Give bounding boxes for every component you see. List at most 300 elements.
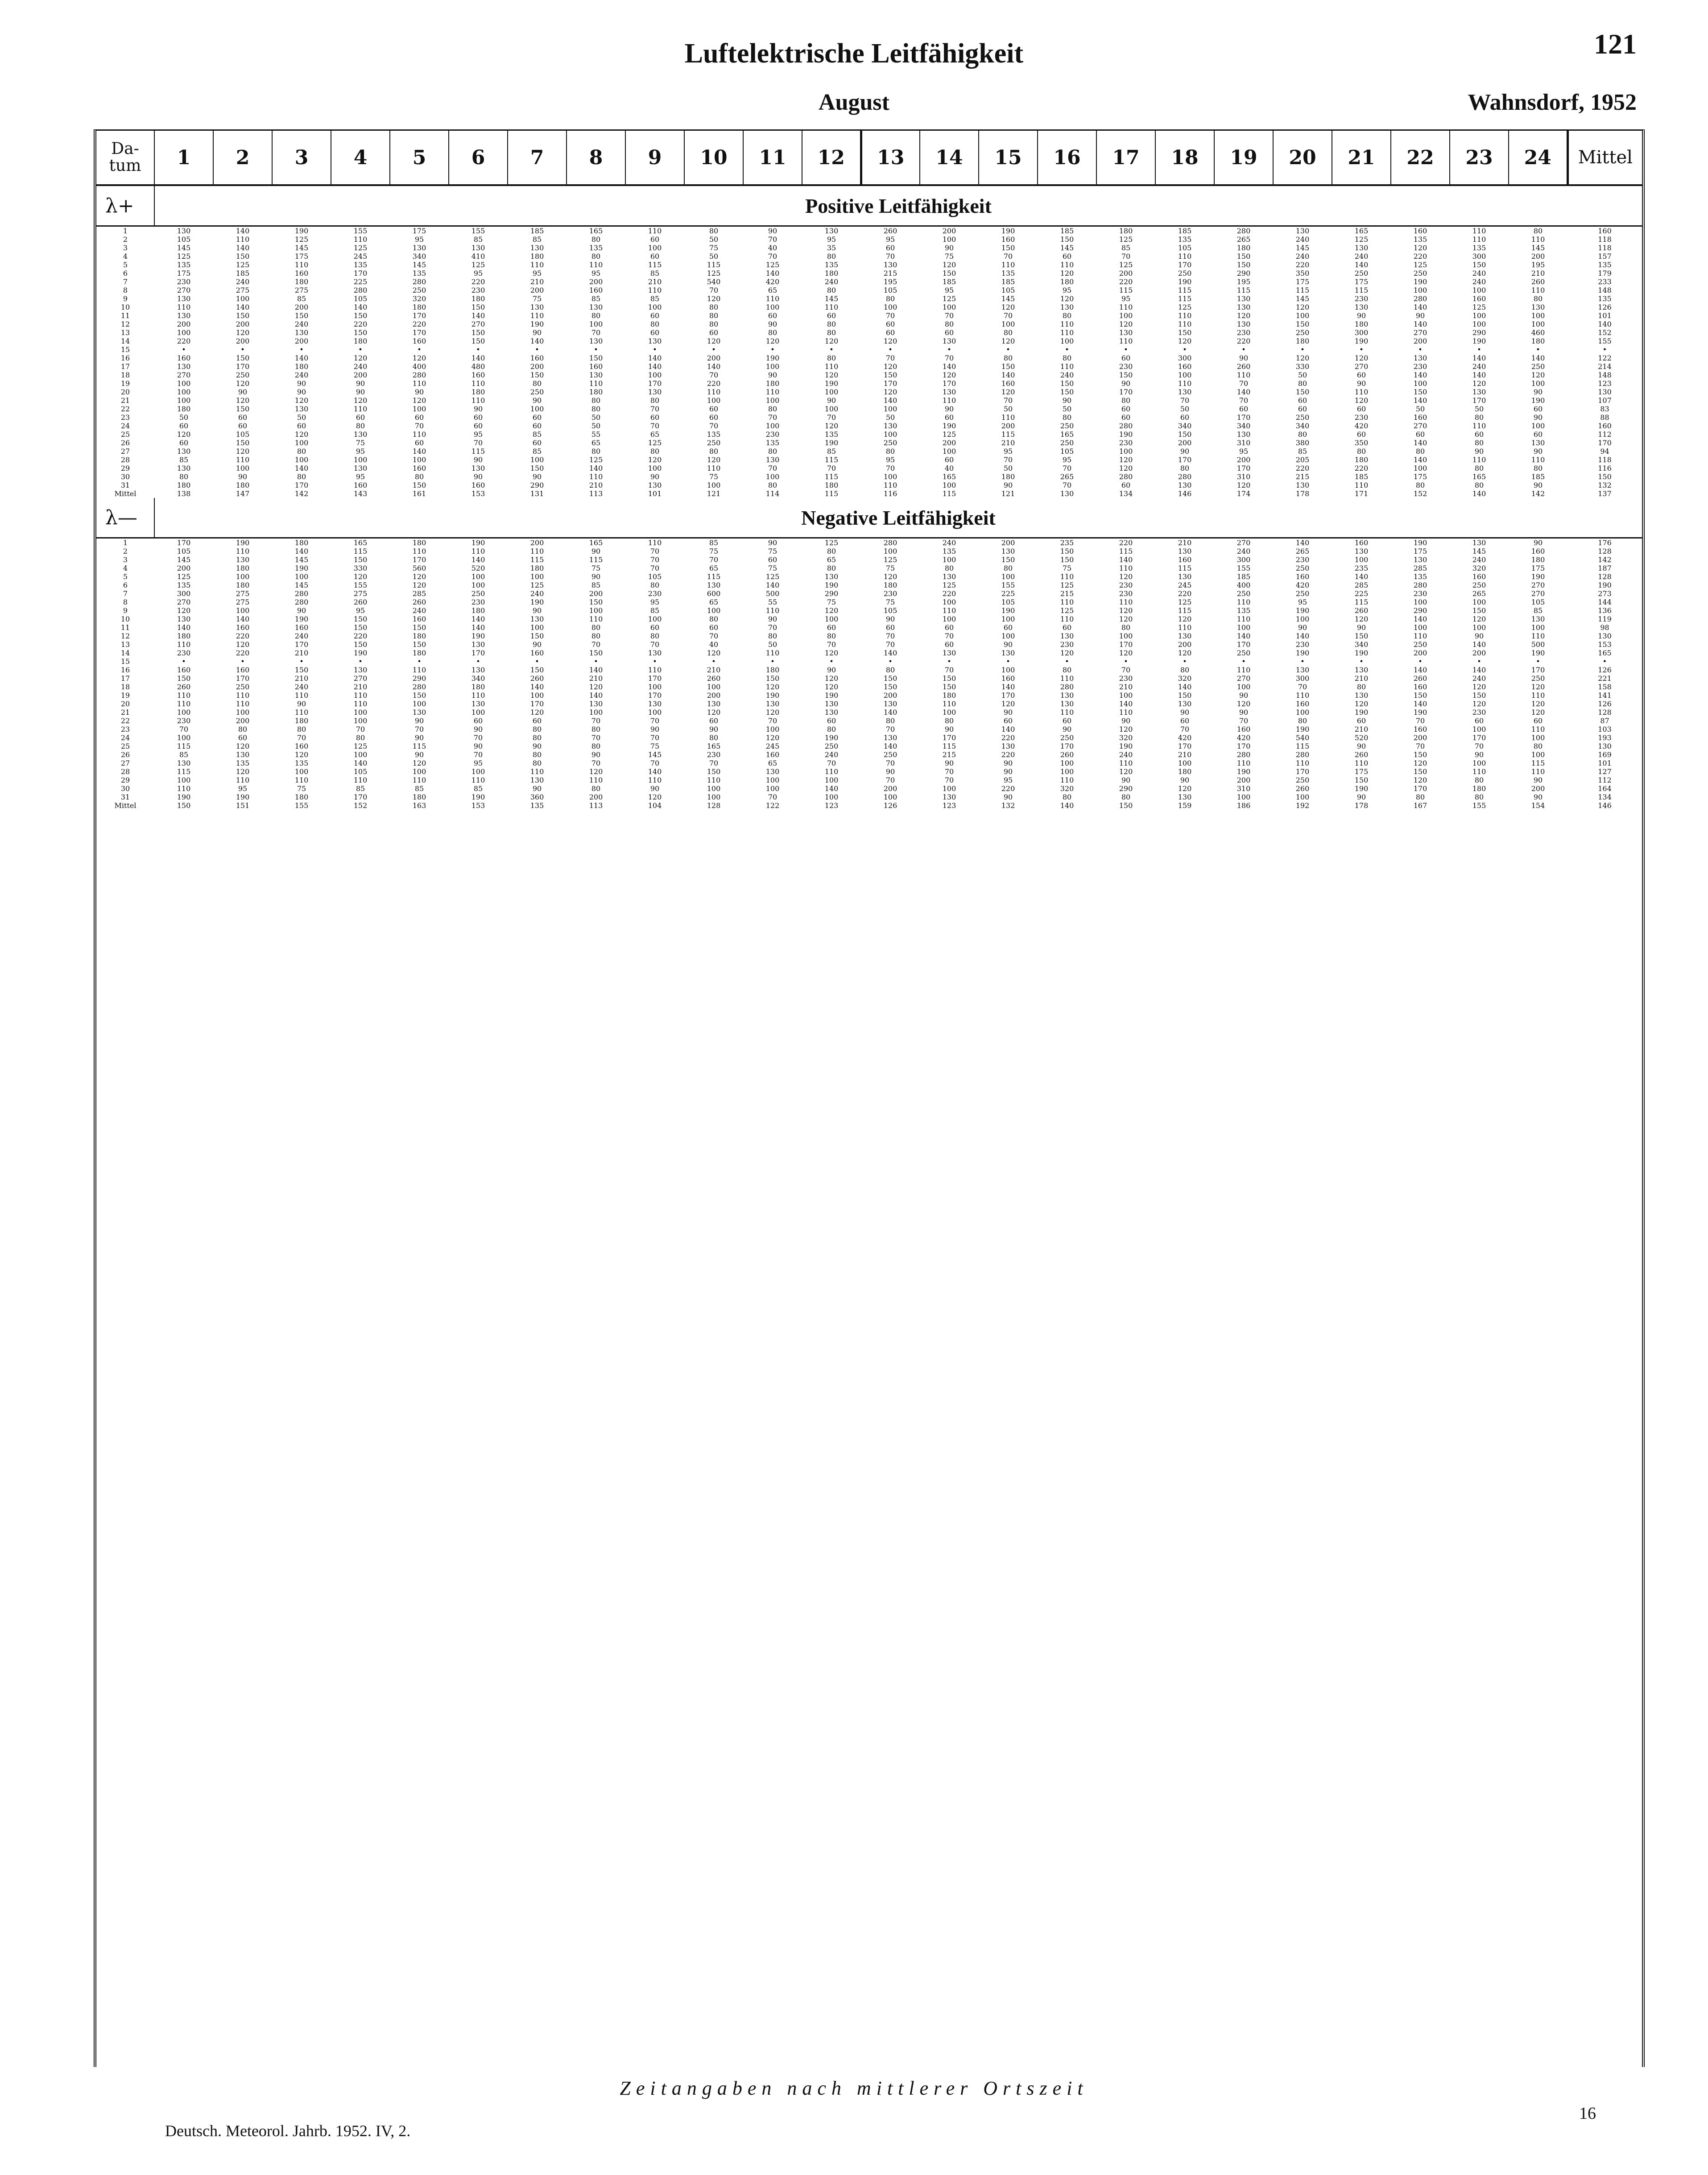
table-cell: 115 [1354,598,1369,606]
table-cell: 340 [412,252,426,261]
table-cell: 60 [414,439,424,447]
table-row [96,311,1642,320]
table-cell: 130 [648,481,662,489]
table-cell: 130 [353,430,368,439]
table-cell: 200 [1413,337,1427,345]
table-cell: 110 [294,708,309,717]
table-cell: 110 [765,388,780,396]
table-cell: 180 [1178,767,1192,776]
table-cell: 220 [1001,750,1015,759]
table-cell: 130 [177,464,191,472]
table-cell: 80 [768,447,777,456]
table-row [96,759,1642,767]
table-cell: 60 [885,320,895,328]
table-cell: • [888,657,893,666]
table-cell: 175 [1354,767,1369,776]
table-cell: 110 [530,261,544,269]
table-cell: 80 [297,725,306,733]
table-cell: 100 [648,708,662,717]
table-cell: 70 [885,725,895,733]
table-cell: 140 [1001,683,1015,691]
table-cell: 70 [650,733,660,742]
table-cell: 270 [471,320,485,328]
table-cell: 190 [1119,742,1133,750]
table-cell: • [829,345,834,354]
row-mean: 128 [1598,547,1612,555]
table-cell: 110 [1119,337,1133,345]
table-cell: 90 [944,244,954,252]
table-cell: 60 [532,439,542,447]
table-cell: 75 [944,252,954,261]
table-cell: 250 [1413,640,1427,649]
table-cell: 40 [709,640,719,649]
table-cell: 100 [942,784,956,793]
table-cell: 175 [1413,472,1427,481]
table-cell: 180 [1119,227,1133,235]
table-cell: 70 [885,632,895,640]
table-cell: 410 [471,252,485,261]
table-cell: 110 [707,776,721,784]
section-title: Positive Leitfähigkeit [154,185,1642,226]
table-cell: • [1418,345,1423,354]
table-cell: 105 [177,235,191,244]
row-mean: 130 [1598,632,1612,640]
table-cell: 80 [414,472,424,481]
table-cell: 190 [177,793,191,801]
hourly-mean: 161 [412,489,426,498]
table-cell: 160 [589,362,603,371]
table-cell: 170 [648,379,662,388]
table-cell: 110 [412,776,426,784]
table-cell: 100 [1295,311,1310,320]
table-cell: 100 [177,379,191,388]
table-cell: 120 [1001,700,1015,708]
table-cell: 155 [1001,581,1015,589]
table-cell: 110 [1472,456,1486,464]
table-cell: 190 [1354,784,1369,793]
table-cell: 100 [1472,598,1486,606]
table-cell: 150 [1001,362,1015,371]
row-date: 19 [120,379,130,388]
table-cell: 80 [591,396,601,405]
table-cell: 90 [1533,793,1543,801]
hourly-mean: 121 [1001,489,1015,498]
table-cell: 80 [532,733,542,742]
table-cell: 180 [353,337,368,345]
table-cell: 245 [1178,581,1192,589]
table-cell: 105 [236,430,250,439]
header-hour: 14 [920,131,979,185]
row-date: 14 [120,337,130,345]
table-cell: 200 [177,320,191,328]
table-cell: 140 [294,464,309,472]
table-cell: • [1241,657,1246,666]
table-cell: 90 [591,750,601,759]
table-cell: 220 [236,649,250,657]
table-cell: 75 [650,742,660,750]
table-cell: 125 [294,235,309,244]
table-cell: 140 [648,362,662,371]
table-cell: 180 [412,649,426,657]
table-cell: 175 [1295,278,1310,286]
header-hour: 24 [1509,131,1567,185]
table-cell: 75 [356,439,365,447]
table-cell: 110 [1178,252,1192,261]
table-cell: 70 [709,371,719,379]
table-row [96,405,1642,413]
table-cell: 140 [589,691,603,700]
table-cell: 90 [709,725,719,733]
table-cell: 130 [883,733,897,742]
table-cell: 220 [1354,464,1369,472]
table-cell: 160 [236,623,250,632]
table-cell: 200 [1001,539,1015,547]
row-mean: 101 [1598,311,1612,320]
table-cell: 130 [1354,666,1369,674]
row-date: 10 [120,303,130,311]
table-cell: 150 [236,252,250,261]
table-cell: 60 [1062,623,1072,632]
hourly-mean: 178 [1354,801,1369,810]
table-cell: 125 [1119,261,1133,269]
table-cell: 60 [238,422,248,430]
table-cell: 100 [824,388,839,396]
hourly-mean: 147 [236,489,250,498]
table-cell: 85 [591,581,601,589]
table-cell: 70 [1239,396,1249,405]
table-cell: 250 [471,589,485,598]
table-cell: • [770,345,775,354]
row-mean: 152 [1598,328,1612,337]
table-cell: 100 [1472,320,1486,328]
table-cell: 120 [707,337,721,345]
table-cell: 90 [414,717,424,725]
table-cell: 140 [1295,632,1310,640]
table-cell: 200 [1178,439,1192,447]
table-cell: 100 [177,328,191,337]
table-cell: 210 [648,278,662,286]
table-cell: 80 [827,286,836,294]
table-cell: 60 [944,328,954,337]
table-cell: 190 [1178,278,1192,286]
table-row [96,657,1642,666]
table-cell: 130 [589,371,603,379]
table-cell: 80 [591,623,601,632]
row-mean: 118 [1598,456,1612,464]
table-cell: 200 [1001,422,1015,430]
row-mean: 103 [1598,725,1612,733]
row-mean: 142 [1598,555,1612,564]
table-cell: 70 [1062,464,1072,472]
header-hour: 10 [684,131,743,185]
table-cell: 100 [942,303,956,311]
table-cell: 110 [1060,362,1074,371]
table-cell: 130 [177,759,191,767]
table-cell: 60 [1415,430,1425,439]
table-cell: 110 [471,691,485,700]
row-mean: • [1602,345,1607,354]
table-cell: 130 [589,337,603,345]
table-cell: 60 [885,244,895,252]
table-cell: 110 [1531,286,1545,294]
table-cell: 120 [883,362,897,371]
table-cell: 60 [1180,413,1190,422]
row-mean: 221 [1598,674,1612,683]
table-cell: 120 [707,708,721,717]
table-cell: 100 [412,700,426,708]
table-cell: 140 [471,555,485,564]
table-cell: 90 [1121,717,1131,725]
table-cell: 130 [1295,666,1310,674]
table-cell: 160 [1472,572,1486,581]
table-cell: 190 [824,581,839,589]
table-cell: 140 [648,354,662,362]
table-cell: 60 [1298,396,1307,405]
table-cell: 80 [1474,464,1484,472]
table-cell: 50 [591,422,601,430]
table-cell: 80 [1474,481,1484,489]
table-cell: 100 [942,615,956,623]
table-cell: 125 [353,742,368,750]
table-cell: • [1300,345,1305,354]
table-cell: 60 [179,439,189,447]
table-cell: 85 [473,784,483,793]
table-cell: 150 [353,615,368,623]
table-cell: • [1477,345,1481,354]
table-cell: 60 [1003,717,1013,725]
table-cell: 70 [650,717,660,725]
table-cell: 100 [1413,286,1427,294]
table-cell: 250 [1531,674,1545,683]
table-cell: 75 [591,564,601,572]
table-cell: 75 [885,598,895,606]
table-cell: 60 [709,623,719,632]
table-cell: 150 [353,640,368,649]
hourly-mean: 115 [824,489,839,498]
table-cell: 125 [1472,303,1486,311]
table-cell: 130 [1237,303,1251,311]
table-cell: 300 [1237,555,1251,564]
table-cell: 60 [473,413,483,422]
table-cell: 225 [353,278,368,286]
row-mean: 140 [1598,320,1612,328]
table-cell: 190 [1295,649,1310,657]
row-date: 6 [123,581,128,589]
table-cell: 190 [1295,606,1310,615]
table-cell: 135 [707,430,721,439]
table-cell: 220 [1237,337,1251,345]
table-cell: 75 [768,564,777,572]
table-cell: 90 [1180,447,1190,456]
table-cell: 105 [883,606,897,615]
table-cell: 90 [1298,623,1307,632]
table-cell: 60 [1239,405,1249,413]
table-cell: 130 [942,337,956,345]
row-date: 17 [120,362,130,371]
table-cell: 100 [1295,708,1310,717]
row-mean: 273 [1598,589,1612,598]
hourly-mean: 155 [294,801,309,810]
table-cell: 210 [530,278,544,286]
table-cell: 105 [1001,598,1015,606]
table-cell: 80 [768,405,777,413]
table-cell: 220 [1001,733,1015,742]
row-date: 21 [120,708,130,717]
table-cell: 260 [1295,784,1310,793]
table-cell: 140 [471,311,485,320]
table-cell: 110 [471,379,485,388]
table-cell: 180 [236,581,250,589]
table-cell: 165 [1060,430,1074,439]
table-cell: 130 [1531,439,1545,447]
table-cell: 160 [1413,413,1427,422]
row-date: 19 [120,691,130,700]
table-cell: 70 [709,759,719,767]
table-cell: 125 [1178,303,1192,311]
table-cell: 95 [885,235,895,244]
table-cell: 85 [1298,447,1307,456]
table-cell: 120 [1413,759,1427,767]
table-cell: 90 [473,472,483,481]
row-date: 25 [120,430,130,439]
table-cell: 100 [707,396,721,405]
row-date: 24 [120,422,130,430]
table-cell: 95 [1062,456,1072,464]
table-cell: 290 [530,481,544,489]
table-cell: 120 [177,606,191,615]
table-cell: 130 [1060,632,1074,640]
table-cell: 165 [942,472,956,481]
table-cell: 180 [177,405,191,413]
table-cell: 80 [768,481,777,489]
header-hour: 16 [1038,131,1096,185]
table-cell: 160 [1413,683,1427,691]
table-cell: 150 [1178,691,1192,700]
hourly-mean: 113 [589,801,603,810]
table-cell: 130 [1354,244,1369,252]
table-cell: 135 [1413,235,1427,244]
table-cell: 260 [1354,750,1369,759]
table-cell: 180 [471,683,485,691]
table-cell: 130 [1119,328,1133,337]
row-date: 11 [120,311,130,320]
table-cell: 230 [765,430,780,439]
table-cell: 90 [473,456,483,464]
table-row [96,261,1642,269]
table-cell: 240 [942,539,956,547]
table-cell: 110 [294,691,309,700]
table-cell: 90 [650,725,660,733]
table-cell: 100 [942,598,956,606]
table-cell: 35 [827,244,836,252]
table-cell: 130 [1001,547,1015,555]
table-cell: 120 [1531,371,1545,379]
table-cell: 170 [412,555,426,564]
table-cell: 130 [942,572,956,581]
table-cell: 110 [177,691,191,700]
table-cell: 250 [530,388,544,396]
table-row [96,464,1642,472]
table-row [96,226,1642,236]
table-cell: 130 [1472,539,1486,547]
table-cell: 165 [707,742,721,750]
table-row [96,294,1642,303]
table-cell: 290 [1119,784,1133,793]
table-cell: 130 [883,700,897,708]
table-cell: 320 [412,294,426,303]
table-cell: 110 [353,235,368,244]
hourly-mean: 131 [530,489,544,498]
table-cell: 140 [471,623,485,632]
row-date: 16 [120,354,130,362]
hourly-mean: 130 [1060,489,1074,498]
row-mean: 88 [1600,413,1609,422]
table-cell: 200 [1178,640,1192,649]
table-cell: 200 [1237,456,1251,464]
row-date: 22 [120,405,130,413]
table-cell: 270 [1237,674,1251,683]
table-cell: 140 [236,615,250,623]
row-mean: 83 [1600,405,1609,413]
table-cell: 130 [1531,303,1545,311]
table-cell: • [182,345,186,354]
row-mean: 87 [1600,717,1609,725]
table-cell: • [240,657,245,666]
table-cell: 210 [353,683,368,691]
table-cell: 80 [238,725,248,733]
table-cell: 100 [589,320,603,328]
table-cell: 80 [650,396,660,405]
table-cell: 150 [1413,388,1427,396]
table-cell: 120 [1237,311,1251,320]
table-cell: 110 [236,547,250,555]
table-cell: 145 [294,581,309,589]
table-cell: 75 [768,547,777,555]
table-cell: 160 [294,623,309,632]
table-cell: 300 [1295,674,1310,683]
mean-label: Mittel [114,801,136,810]
table-cell: 100 [765,396,780,405]
table-cell: 115 [1295,742,1310,750]
table-cell: 150 [236,354,250,362]
table-cell: 160 [530,354,544,362]
table-cell: 280 [294,589,309,598]
table-cell: 80 [944,717,954,725]
header-hour: 22 [1391,131,1450,185]
table-row [96,784,1642,793]
table-cell: 80 [827,328,836,337]
table-cell: 115 [707,261,721,269]
table-cell: 110 [471,396,485,405]
table-cell: 70 [650,422,660,430]
table-cell: 160 [236,666,250,674]
table-cell: 130 [1531,615,1545,623]
table-cell: 135 [1237,606,1251,615]
table-cell: 70 [1121,252,1131,261]
table-cell: 50 [1415,405,1425,413]
table-cell: 140 [589,666,603,674]
table-cell: • [711,345,716,354]
table-cell: 60 [650,623,660,632]
table-cell: 125 [236,261,250,269]
header-datum: Da- tum [96,131,154,185]
table-cell: 150 [177,674,191,683]
table-cell: 60 [1121,481,1131,489]
table-cell: 140 [765,581,780,589]
row-date: 2 [123,235,128,244]
row-mean: 107 [1598,396,1612,405]
table-cell: 140 [236,227,250,235]
